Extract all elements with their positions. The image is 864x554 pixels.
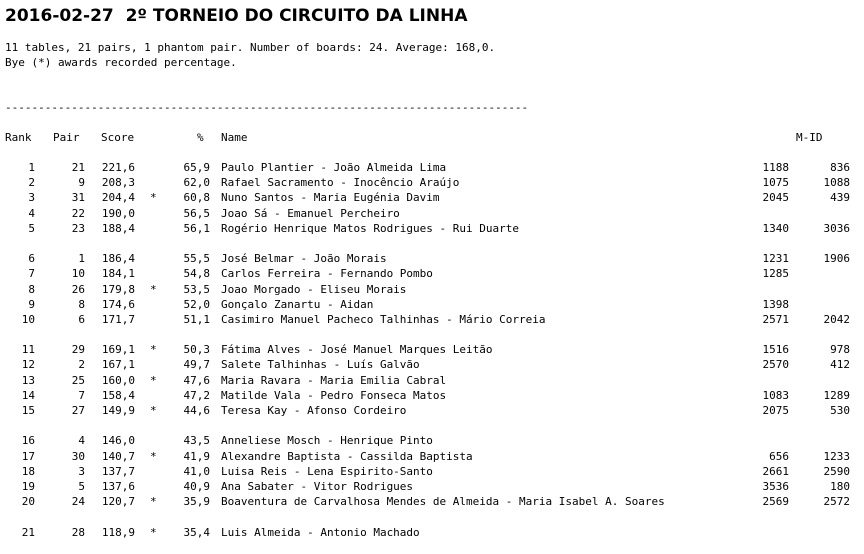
pair-cell: 31: [71, 191, 85, 205]
pair-name-cell: Luis Almeida - Antonio Machado: [221, 525, 420, 539]
bye-marker: *: [150, 343, 157, 357]
percentage-cell: 54,8: [183, 267, 210, 281]
percentage-cell: 55,5: [183, 252, 210, 266]
percentage-cell: 40,9: [183, 479, 210, 493]
pair-cell: 9: [78, 176, 85, 190]
score-cell: 120,7: [101, 495, 135, 509]
member-id-cell: 1340: [762, 221, 789, 235]
rank-cell: 11: [21, 343, 35, 357]
member-id-cell: 2572: [823, 495, 850, 509]
member-id-cell: 978: [830, 343, 850, 357]
percentage-cell: 41,9: [183, 449, 210, 463]
column-header-rank: Rank: [5, 131, 32, 144]
pair-cell: 25: [71, 373, 85, 387]
member-id-cell: 1075: [762, 176, 789, 190]
rank-cell: 13: [21, 373, 35, 387]
member-id-cell: 1233: [823, 449, 850, 463]
rank-cell: 7: [28, 267, 35, 281]
member-id-cell: 1285: [762, 267, 789, 281]
score-cell: 204,4: [101, 191, 135, 205]
bye-marker: *: [150, 191, 157, 205]
member-id-cell: 1906: [823, 252, 850, 266]
score-cell: 190,0: [101, 206, 135, 220]
pair-cell: 24: [71, 495, 85, 509]
table-row: [5, 283, 855, 298]
pair-name-cell: Salete Talhinhas - Luís Galvão: [221, 358, 420, 372]
score-cell: 137,6: [101, 479, 135, 493]
percentage-cell: 35,9: [183, 495, 210, 509]
table-row: [5, 343, 855, 358]
rank-cell: 3: [28, 191, 35, 205]
rank-cell: 20: [21, 495, 35, 509]
pair-cell: 6: [78, 312, 85, 326]
percentage-cell: 41,0: [183, 464, 210, 478]
member-id-cell: 1398: [762, 297, 789, 311]
pair-name-cell: Rafael Sacramento - Inocêncio Araújo: [221, 176, 460, 190]
pair-cell: 2: [78, 358, 85, 372]
percentage-cell: 51,1: [183, 312, 210, 326]
table-row: [5, 298, 855, 313]
member-id-cell: 2045: [762, 191, 789, 205]
table-row: [5, 480, 855, 495]
score-cell: 137,7: [101, 464, 135, 478]
percentage-cell: 43,5: [183, 434, 210, 448]
pair-cell: 27: [71, 404, 85, 417]
column-header-score: Score: [101, 131, 135, 144]
pair-cell: 22: [71, 206, 85, 220]
rank-cell: 1: [28, 161, 35, 174]
pair-cell: 7: [78, 388, 85, 402]
score-cell: 174,6: [101, 297, 135, 311]
pair-name-cell: José Belmar - João Morais: [221, 252, 387, 266]
table-row: [5, 358, 855, 373]
table-row: [5, 222, 855, 237]
member-id-cell: 3036: [823, 221, 850, 235]
rank-cell: 21: [21, 525, 35, 539]
divider-rule: -------------------------------------------------------------------------------: [5, 101, 529, 114]
member-id-cell: 2661: [762, 464, 789, 478]
pair-cell: 3: [78, 464, 85, 478]
table-row: [5, 465, 855, 480]
pair-name-cell: Nuno Santos - Maria Eugénia Davim: [221, 191, 440, 205]
table-row: [5, 374, 855, 389]
pair-name-cell: Boaventura de Carvalhosa Mendes de Almeida - Maria Isabel A. Soares: [221, 495, 665, 509]
percentage-cell: 60,8: [183, 191, 210, 205]
bye-marker: *: [150, 449, 157, 463]
table-row: [5, 161, 855, 176]
member-id-cell: 530: [830, 404, 850, 417]
percentage-cell: 44,6: [183, 404, 210, 417]
rank-cell: 12: [21, 358, 35, 372]
column-header-pct: %: [197, 131, 204, 144]
score-cell: 208,3: [101, 176, 135, 190]
percentage-cell: 49,7: [183, 358, 210, 372]
member-id-cell: 836: [830, 161, 850, 174]
pair-name-cell: Teresa Kay - Afonso Cordeiro: [221, 404, 407, 417]
percentage-cell: 53,5: [183, 282, 210, 296]
member-id-cell: 2075: [762, 404, 789, 417]
pair-cell: 29: [71, 343, 85, 357]
bye-marker: *: [150, 282, 157, 296]
percentage-cell: 62,0: [183, 176, 210, 190]
bye-marker: *: [150, 373, 157, 387]
rank-cell: 10: [21, 312, 35, 326]
table-row: [5, 495, 855, 510]
pair-name-cell: Rogério Henrique Matos Rodrigues - Rui Duarte: [221, 221, 520, 235]
group-spacer: [5, 328, 855, 343]
pair-name-cell: Alexandre Baptista - Cassilda Baptista: [221, 449, 473, 463]
score-cell: 169,1: [101, 343, 135, 357]
percentage-cell: 47,2: [183, 388, 210, 402]
member-id-cell: 1231: [762, 252, 789, 266]
member-id-cell: 3536: [762, 479, 789, 493]
member-id-cell: 1088: [823, 176, 850, 190]
pair-cell: 26: [71, 282, 85, 296]
percentage-cell: 35,4: [183, 525, 210, 539]
score-cell: 221,6: [101, 161, 135, 174]
pair-cell: 28: [71, 525, 85, 539]
pair-cell: 1: [78, 252, 85, 266]
pair-name-cell: Ana Sabater - Vitor Rodrigues: [221, 479, 414, 493]
score-cell: 171,7: [101, 312, 135, 326]
rank-cell: 9: [28, 297, 35, 311]
rank-cell: 18: [21, 464, 35, 478]
score-cell: 186,4: [101, 252, 135, 266]
pair-name-cell: Maria Ravara - Maria Emilia Cabral: [221, 373, 447, 387]
pair-cell: 4: [78, 434, 85, 448]
rank-cell: 5: [28, 221, 35, 235]
table-row: [5, 267, 855, 282]
percentage-cell: 56,1: [183, 221, 210, 235]
member-id-cell: 2571: [762, 312, 789, 326]
member-id-cell: 656: [769, 449, 789, 463]
pair-cell: 30: [71, 449, 85, 463]
percentage-cell: 47,6: [183, 373, 210, 387]
results-table: [5, 161, 855, 541]
pair-name-cell: Paulo Plantier - João Almeida Lima: [221, 161, 447, 174]
score-cell: 158,4: [101, 388, 135, 402]
pair-name-cell: Luisa Reis - Lena Espirito-Santo: [221, 464, 433, 478]
score-cell: 184,1: [101, 267, 135, 281]
member-id-cell: 1083: [762, 388, 789, 402]
bye-marker: *: [150, 404, 157, 417]
table-row: [5, 207, 855, 222]
percentage-cell: 65,9: [183, 161, 210, 174]
summary-line: 11 tables, 21 pairs, 1 phantom pair. Number of boards: 24. Average: 168,0.: [5, 41, 496, 54]
table-row: [5, 389, 855, 404]
bye-marker: *: [150, 525, 157, 539]
page-title: 2016-02-27 2º TORNEIO DO CIRCUITO DA LINHA: [5, 6, 468, 26]
column-header-name: Name: [221, 131, 248, 144]
rank-cell: 16: [21, 434, 35, 448]
table-row: [5, 434, 855, 449]
table-row: [5, 191, 855, 206]
pair-cell: 10: [71, 267, 85, 281]
score-cell: 160,0: [101, 373, 135, 387]
pair-cell: 23: [71, 221, 85, 235]
pair-cell: 8: [78, 297, 85, 311]
rank-cell: 4: [28, 206, 35, 220]
member-id-cell: 180: [830, 479, 850, 493]
member-id-cell: 2590: [823, 464, 850, 478]
percentage-cell: 50,3: [183, 343, 210, 357]
table-row: [5, 450, 855, 465]
score-cell: 188,4: [101, 221, 135, 235]
rank-cell: 2: [28, 176, 35, 190]
score-cell: 146,0: [101, 434, 135, 448]
member-id-cell: 2569: [762, 495, 789, 509]
bye-marker: *: [150, 495, 157, 509]
rank-cell: 14: [21, 388, 35, 402]
pair-name-cell: Gonçalo Zanartu - Aidan: [221, 297, 374, 311]
pair-cell: 5: [78, 479, 85, 493]
member-id-cell: 1188: [762, 161, 789, 174]
group-spacer: [5, 237, 855, 252]
score-cell: 167,1: [101, 358, 135, 372]
rank-cell: 17: [21, 449, 35, 463]
column-header-pair: Pair: [53, 131, 80, 144]
score-cell: 179,8: [101, 282, 135, 296]
percentage-cell: 56,5: [183, 206, 210, 220]
score-cell: 118,9: [101, 525, 135, 539]
pair-name-cell: Carlos Ferreira - Fernando Pombo: [221, 267, 433, 281]
member-id-cell: 439: [830, 191, 850, 205]
score-cell: 140,7: [101, 449, 135, 463]
percentage-cell: 52,0: [183, 297, 210, 311]
member-id-cell: 1289: [823, 388, 850, 402]
pair-cell: 21: [71, 161, 85, 174]
member-id-cell: 1516: [762, 343, 789, 357]
member-id-cell: 2570: [762, 358, 789, 372]
group-spacer: [5, 419, 855, 434]
group-spacer: [5, 510, 855, 525]
column-header-mid: M-ID: [796, 131, 823, 144]
pair-name-cell: Anneliese Mosch - Henrique Pinto: [221, 434, 433, 448]
rank-cell: 15: [21, 404, 35, 417]
rank-cell: 19: [21, 479, 35, 493]
bye-note: Bye (*) awards recorded percentage.: [5, 56, 237, 69]
pair-name-cell: Fátima Alves - José Manuel Marques Leitão: [221, 343, 493, 357]
rank-cell: 8: [28, 282, 35, 296]
table-row: [5, 313, 855, 328]
table-row: [5, 526, 855, 541]
pair-name-cell: Matilde Vala - Pedro Fonseca Matos: [221, 388, 447, 402]
rank-cell: 6: [28, 252, 35, 266]
member-id-cell: 2042: [823, 312, 850, 326]
table-row: [5, 176, 855, 191]
pair-name-cell: Joao Morgado - Eliseu Morais: [221, 282, 407, 296]
score-cell: 149,9: [101, 404, 135, 417]
table-row: [5, 252, 855, 267]
pair-name-cell: Joao Sá - Emanuel Percheiro: [221, 206, 400, 220]
table-row: [5, 404, 855, 419]
pair-name-cell: Casimiro Manuel Pacheco Talhinhas - Mário Correia: [221, 312, 546, 326]
member-id-cell: 412: [830, 358, 850, 372]
